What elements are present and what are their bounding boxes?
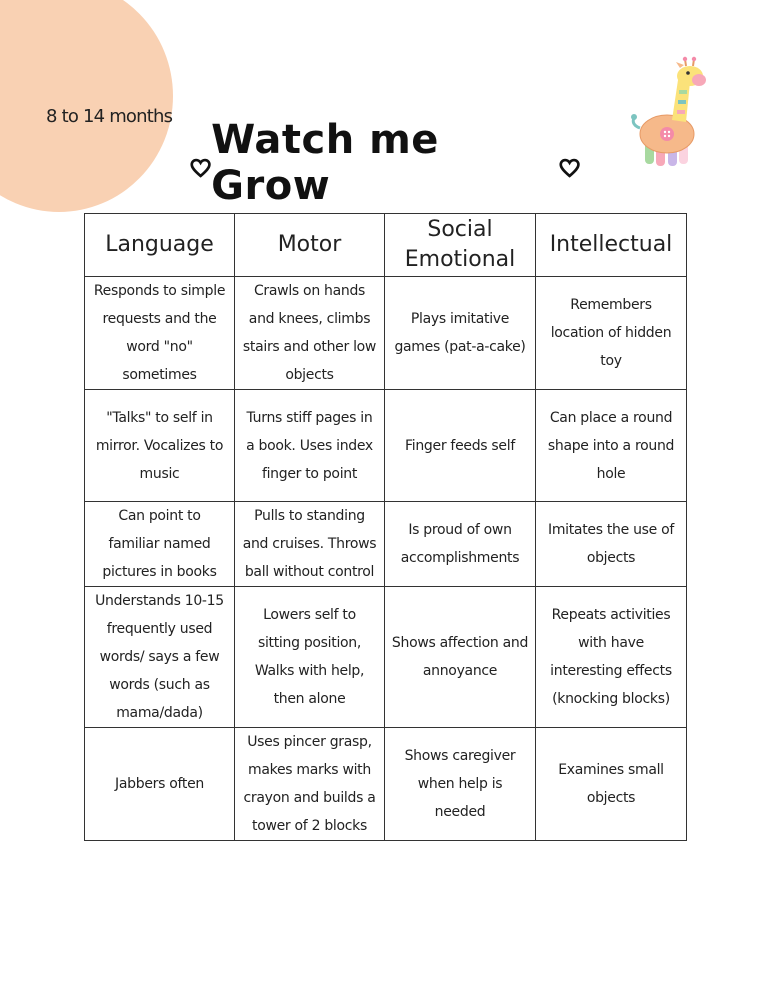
table-cell: Jabbers often bbox=[85, 728, 235, 841]
table-cell: Repeats activities with have interesting effects (knocking blocks) bbox=[536, 587, 687, 728]
table-row bbox=[85, 390, 687, 502]
table-cell: Imitates the use of objects bbox=[536, 502, 687, 587]
table-cell: Examines small objects bbox=[536, 728, 687, 841]
column-header-language: Language bbox=[85, 214, 235, 277]
table-cell: Uses pincer grasp, makes marks with crayon and builds a tower of 2 blocks bbox=[235, 728, 385, 841]
column-header-intellectual: Intellectual bbox=[536, 214, 687, 277]
table-row bbox=[85, 502, 687, 587]
table-cell: Is proud of own accomplishments bbox=[385, 502, 536, 587]
table-cell: Responds to simple requests and the word "no" sometimes bbox=[85, 277, 235, 390]
table-row bbox=[85, 277, 687, 390]
column-header-social-emotional: Social Emotional bbox=[385, 214, 536, 277]
page-title: Watch me Grow bbox=[211, 117, 439, 209]
table-cell: Crawls on hands and knees, climbs stairs and other low objects bbox=[235, 277, 385, 390]
table-row bbox=[85, 587, 687, 728]
heart-icon bbox=[190, 157, 211, 179]
giraffe-toy-illustration bbox=[628, 56, 710, 168]
column-header-motor: Motor bbox=[235, 214, 385, 277]
age-range-label: 8 to 14 months bbox=[46, 106, 173, 127]
development-table bbox=[84, 213, 687, 841]
table-cell: Plays imitative games (pat-a-cake) bbox=[385, 277, 536, 390]
table-cell: Turns stiff pages in a book. Uses index finger to point bbox=[235, 390, 385, 502]
table-cell: Shows caregiver when help is needed bbox=[385, 728, 536, 841]
table-cell: Shows affection and annoyance bbox=[385, 587, 536, 728]
table-cell: Understands 10-15 frequently used words/ says a few words (such as mama/dada) bbox=[85, 587, 235, 728]
table-row bbox=[85, 728, 687, 841]
table-cell: Lowers self to sitting position, Walks with help, then alone bbox=[235, 587, 385, 728]
table-header-row bbox=[85, 214, 687, 277]
title-row bbox=[190, 117, 580, 209]
table-cell: Can place a round shape into a round hole bbox=[536, 390, 687, 502]
table-cell: Pulls to standing and cruises. Throws ball without control bbox=[235, 502, 385, 587]
table-cell: Finger feeds self bbox=[385, 390, 536, 502]
heart-icon bbox=[559, 157, 580, 179]
table-cell: "Talks" to self in mirror. Vocalizes to music bbox=[85, 390, 235, 502]
table-cell: Can point to familiar named pictures in books bbox=[85, 502, 235, 587]
table-cell: Remembers location of hidden toy bbox=[536, 277, 687, 390]
